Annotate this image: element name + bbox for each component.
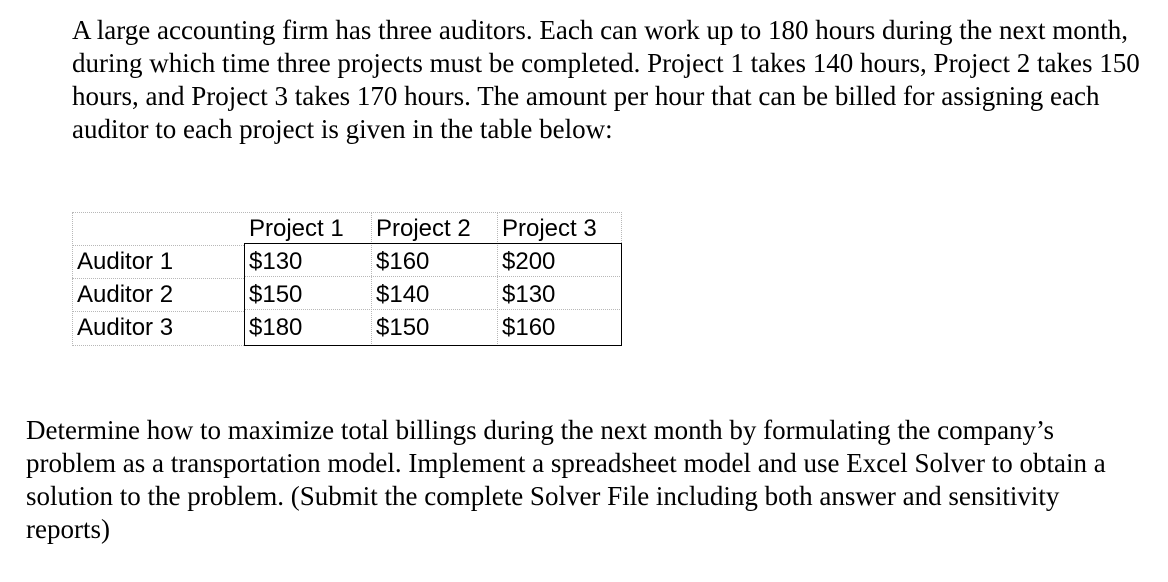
table-cell: $150 [249, 281, 303, 308]
row-label-auditor-2: Auditor 2 [77, 281, 174, 308]
table-cell: $160 [502, 314, 556, 341]
table-cell: $200 [502, 248, 556, 275]
column-header-project-2: Project 2 [376, 215, 471, 242]
table-cell: $130 [249, 248, 303, 275]
gridline [72, 345, 244, 346]
problem-statement: A large accounting firm has three auditors. Each can work up to 180 hours during the next month, during which time three projects must be completed. Project 1 takes 140 hours, Project 2 takes 150 hours, and Project 3 takes 170 hours. The amount per hour that can be billed for assigning each auditor to each project is given in the table below: [72, 15, 1140, 144]
table-cell: $130 [502, 281, 556, 308]
row-label-auditor-3: Auditor 3 [77, 314, 174, 341]
table-cell: $180 [249, 314, 303, 341]
task-instructions: Determine how to maximize total billings during the next month by formulating the company’s problem as a transportation model. Implement a spreadsheet model and use Excel Solver to obtain a solution to the problem. (Submit the complete Solver File including both answer and sensitivity reports) [26, 415, 1106, 544]
column-header-project-3: Project 3 [502, 215, 597, 242]
column-header-project-1: Project 1 [249, 215, 344, 242]
row-label-auditor-1: Auditor 1 [77, 248, 174, 275]
table-cell: $160 [376, 248, 430, 275]
billing-rate-table [72, 212, 622, 346]
table-cell: $140 [376, 281, 430, 308]
table-cell: $150 [376, 314, 430, 341]
